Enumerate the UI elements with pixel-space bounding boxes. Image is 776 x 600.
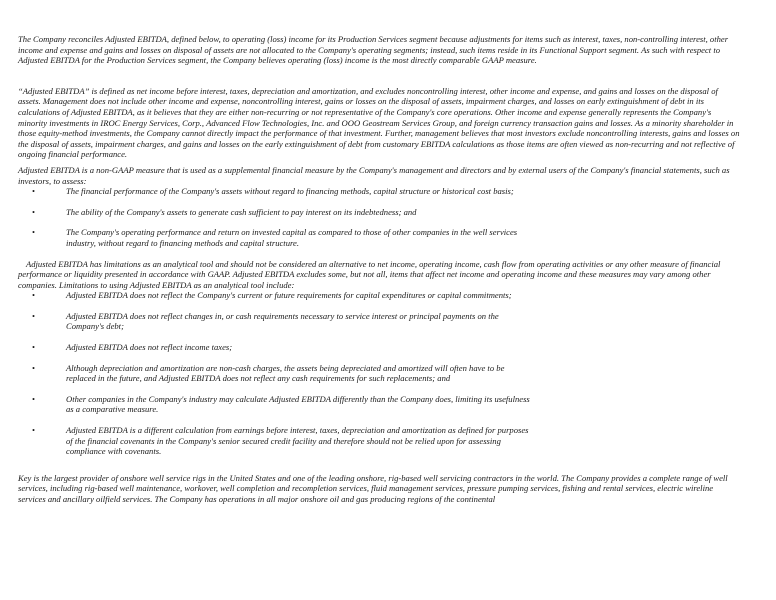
- bullet-glyph: •: [32, 310, 36, 321]
- paragraph-reconciliation: The Company reconciles Adjusted EBITDA, defined below, to operating (loss) income for its Production Services segment because adjustments for items such as interest, taxes, non-controlling interest, other income and expense and gains and losses on disposal of assets are not allocated to the Company's operating segments; instead, such items reside in its Functional Support segment. As such with respect to Adjusted EBITDA for the Production Services segment, the Company believes operating (loss) income is the most directly comparable GAAP measure.: [18, 34, 729, 66]
- assessment-bullet-list: [18, 186, 740, 248]
- list-item-text: The Company's operating performance and return on invested capital as compared to those of other companies in the well services industry, without regard to financing methods and capital structure.: [66, 227, 518, 248]
- list-item-text: Adjusted EBITDA does not reflect income taxes;: [66, 342, 233, 353]
- list-item-text: Adjusted EBITDA does not reflect changes in, or cash requirements necessary to service interest or principal payments on the Company's debt;: [66, 310, 499, 332]
- list-item-text: Although depreciation and amortization are non-cash charges, the assets being depreciated and amortized will often have to be replaced in the future, and Adjusted EBITDA does not reflect any cash requirements for such replacements; and: [66, 362, 505, 384]
- list-item: [18, 342, 536, 353]
- list-item: [18, 394, 536, 415]
- paragraph-company-overview: Key is the largest provider of onshore well service rigs in the United States and one of the leading onshore, rig-based well servicing contractors in the world. The Company provides a complete range of well services, including rig-based well maintenance, workover, well completion and recompletion services, fluid management services, pressure pumping services, fishing and rental services, electric wireline services and ancillary oilfield services. The Company has operations in all major onshore oil and gas producing regions of the continental: [18, 472, 728, 504]
- bullet-glyph: •: [32, 342, 36, 353]
- bullet-glyph: •: [32, 290, 36, 301]
- list-item: [18, 290, 536, 301]
- list-item: [18, 186, 536, 197]
- paragraph-limitations: Adjusted EBITDA has limitations as an analytical tool and should not be considered an alternative to net income, operating income, cash flow from operating activities or any other measure of financial performance or liquidity presented in accordance with GAAP. Adjusted EBITDA excludes some, but not all, items that affect net income and operating income and these measures may vary among other companies. Limitations to using Adjusted EBITDA as an analytical tool include:: [18, 258, 721, 290]
- document-page: [18, 34, 740, 505]
- paragraph-non-gaap-measure: Adjusted EBITDA is a non-GAAP measure that is used as a supplemental financial measure by the Company's management and directors and by external users of the Company's financial statements, such as investors, to assess:: [18, 164, 730, 186]
- bullet-glyph: •: [32, 362, 36, 373]
- limitations-bullet-list: [18, 290, 740, 457]
- bullet-glyph: •: [32, 227, 36, 238]
- bullet-glyph: •: [32, 186, 36, 197]
- bullet-glyph: •: [32, 206, 36, 217]
- bullet-glyph: •: [32, 393, 36, 404]
- list-item: [18, 425, 536, 457]
- list-item-text: The ability of the Company's assets to generate cash sufficient to pay interest on its indebtedness; and: [66, 206, 417, 217]
- list-item: [18, 227, 536, 248]
- list-item-text: Adjusted EBITDA is a different calculation from earnings before interest, taxes, depreciation and amortization as defined for purposes of the financial covenants in the Company's senior secured credit facility and therefore should not be relied upon for assessing compliance with covenants.: [66, 425, 529, 457]
- list-item: [18, 363, 536, 384]
- bullet-glyph: •: [32, 425, 36, 436]
- list-item-text: Adjusted EBITDA does not reflect the Company's current or future requirements for capital expenditures or capital commitments;: [66, 290, 512, 301]
- paragraph-ebitda-definition: “Adjusted EBITDA” is defined as net income before interest, taxes, depreciation and amortization, and excludes noncontrolling interest, other income and expense, and gains and losses on the disposal of assets. Management does not include other income and expense, noncontrolling interest, gains or losses on the disposal of assets, impairment charges, and losses on early extinguishment of debt in its calculations of Adjusted EBITDA, as it believes that they are either non-recurring or not representative of the Company's core operations. Other income and expense generally represents the Company's minority investments in IROC Energy Services, Corp., Advanced Flow Technologies, Inc. and OOO Geostream Services Group, and foreign currency transaction gains and losses. As a minority shareholder in those equity-method investments, the Company cannot directly impact the performance of that investment. Further, management believes that most investors exclude noncontrolling interests, gains and losses on the disposal of assets, impairment charges, and gains and losses on the early extinguishment of debt from customary EBITDA calculations as those items are often viewed as non-recurring and not reflective of ongoing financial performance.: [18, 85, 740, 160]
- list-item-text: The financial performance of the Company's assets without regard to financing methods, capital structure or historical cost basis;: [66, 186, 514, 197]
- list-item: [18, 207, 536, 218]
- list-item-text: Other companies in the Company's industry may calculate Adjusted EBITDA differently than the Company does, limiting its usefulness as a comparative measure.: [66, 393, 530, 415]
- list-item: [18, 311, 536, 332]
